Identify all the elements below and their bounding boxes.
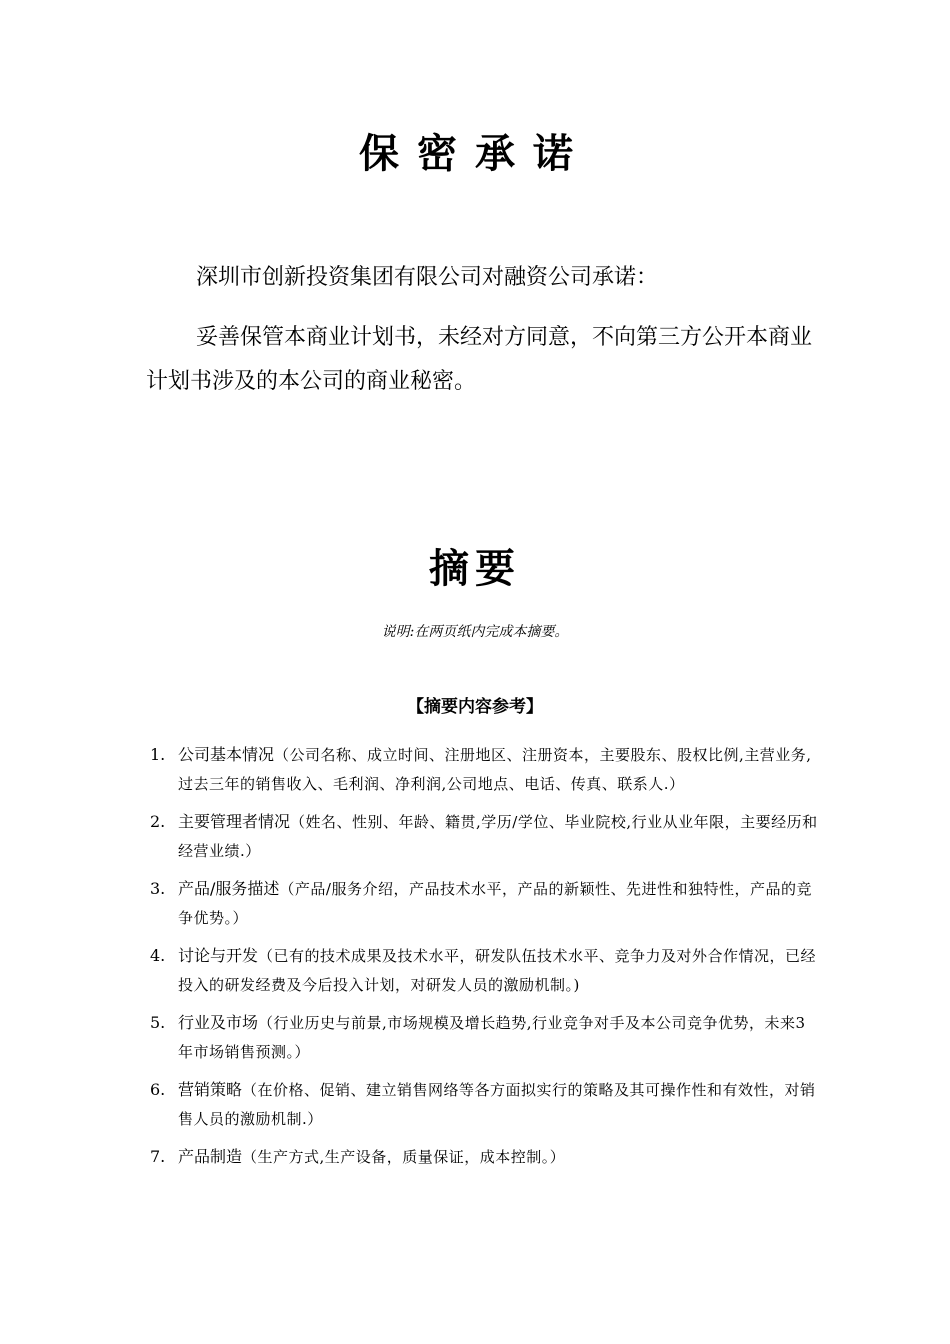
list-item	[150, 1075, 818, 1134]
list-item	[150, 807, 818, 866]
item-name: 主要管理者情况	[178, 812, 291, 831]
item-description: （生产方式,生产设备，质量保证，成本控制。）	[242, 1148, 566, 1166]
pledge-line-1: 深圳市创新投资集团有限公司对融资公司承诺：	[196, 265, 659, 290]
item-description: （在价格、促销、建立销售网络等各方面拟实行的策略及其可操作性和有效性，对销售人员的激励机制.）	[178, 1081, 816, 1128]
item-description: （姓名、性别、年龄、籍贯,学历/学位、毕业院校,行业从业年限，主要经历和经营业绩.）	[178, 813, 818, 860]
list-item	[150, 1008, 818, 1067]
item-description: （行业历史与前景,市场规模及增长趋势,行业竞争对手及本公司竞争优势，未来3年市场销售预测。）	[178, 1014, 806, 1061]
list-item	[150, 740, 818, 799]
item-name: 产品/服务描述	[178, 879, 280, 898]
item-number: 4.	[150, 946, 166, 965]
pledge-line-2: 妥善保管本商业计划书，未经对方同意，不向第三方公开本商业计划书涉及的本公司的商业秘密。	[146, 325, 813, 394]
list-item	[150, 874, 818, 933]
item-number: 6.	[150, 1080, 166, 1099]
item-description: （产品/服务介绍，产品技术水平，产品的新颖性、先进性和独特性，产品的竞争优势。）	[178, 880, 812, 927]
item-name: 讨论与开发	[178, 946, 259, 965]
summary-reference-list	[150, 740, 818, 1180]
summary-note: 说明:在两页纸内完成本摘要。	[381, 624, 569, 640]
item-description: （已有的技术成果及技术水平，研发队伍技术水平、竞争力及对外合作情况，已经投入的研发经费及今后投入计划，对研发人员的激励机制。)	[178, 947, 817, 994]
list-item	[150, 1142, 818, 1172]
item-number: 5.	[150, 1013, 166, 1032]
item-number: 1.	[150, 745, 166, 764]
item-name: 产品制造	[178, 1147, 243, 1166]
item-description: （公司名称、成立时间、注册地区、注册资本，主要股东、股权比例,主营业务,过去三年的销售收入、毛利润、净利润,公司地点、电话、传真、联系人.）	[178, 746, 812, 793]
summary-title: 摘要	[429, 546, 521, 592]
confidentiality-title: 保密承诺	[359, 131, 591, 177]
item-number: 2.	[150, 812, 166, 831]
reference-heading: 【摘要内容参考】	[407, 697, 543, 717]
list-item	[150, 941, 818, 1000]
item-name: 营销策略	[178, 1080, 243, 1099]
item-number: 3.	[150, 879, 166, 898]
item-name: 公司基本情况	[178, 745, 275, 764]
item-name: 行业及市场	[178, 1013, 259, 1032]
item-number: 7.	[150, 1147, 166, 1166]
